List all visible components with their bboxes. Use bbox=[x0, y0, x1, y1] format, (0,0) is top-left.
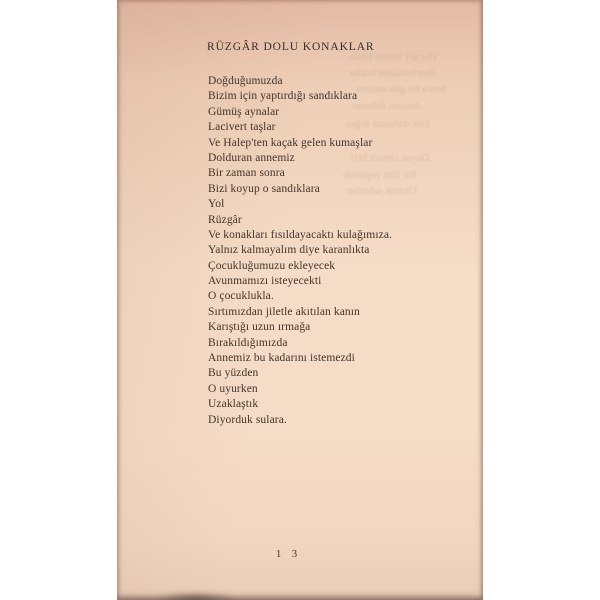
showthrough-text: Erik dallarına değen bbox=[345, 119, 431, 130]
poem-line: Uzaklaştık bbox=[208, 398, 259, 411]
poem-line: Yalnız kalmayalım diye karanlıkta bbox=[208, 244, 370, 257]
poem-line: O uyurken bbox=[208, 382, 258, 395]
page-bottom-edge bbox=[117, 594, 483, 600]
poem-line: Sırtımızdan jiletle akıtılan kanın bbox=[208, 305, 360, 318]
book-page bbox=[117, 0, 483, 600]
poem-line: Bizim için yaptırdığı sandıklara bbox=[208, 90, 358, 103]
poem bbox=[208, 74, 392, 428]
showthrough-text: Ben bırakılan bozkır bbox=[349, 68, 436, 79]
poem-line: Bırakıldığımızda bbox=[208, 336, 288, 349]
page-number: 1 3 bbox=[276, 549, 302, 560]
showthrough-text: Her şey birden bitsin bbox=[349, 52, 437, 63]
poem-line: Yol bbox=[208, 198, 225, 211]
poem-line: Bizi koyup o sandıklara bbox=[208, 182, 320, 195]
poem-line: Bir zaman sonra bbox=[208, 167, 285, 180]
poem-line: Doğduğumuzda bbox=[208, 75, 283, 87]
showthrough-text: Ansızın dolanan bbox=[353, 101, 422, 112]
poem-line: Diyorduk sulara. bbox=[208, 413, 287, 426]
showthrough-text: Duyan olmadı bizi bbox=[351, 153, 430, 164]
showthrough-text: Bir filiz yeşilinde bbox=[343, 170, 417, 181]
poem-line: Bu yüzden bbox=[208, 367, 259, 380]
poem-line: Ve konakları fısıldayacaktı kulağımıza. bbox=[208, 228, 393, 241]
poem-line: Rüzgâr bbox=[208, 213, 242, 226]
poem-line: Avunmamızı isteyecekti bbox=[208, 275, 322, 288]
poem-line: Çocukluğumuzu ekleyecek bbox=[208, 259, 336, 272]
showthrough-text: Sonra bir gün ansızın bbox=[357, 84, 447, 95]
poem-line: Annemiz bu kadarını istemezdi bbox=[208, 352, 355, 365]
poem-line: Ve Halep'ten kaçak gelen kumaşlar bbox=[208, 136, 373, 149]
poem-line: Karıştığı uzun ırmağa bbox=[208, 321, 311, 334]
poem-line: Dolduran annemiz bbox=[208, 151, 295, 164]
showthrough-text: Uzanan sulardan bbox=[347, 186, 418, 197]
poem-title: RÜZGÂR DOLU KONAKLAR bbox=[207, 41, 375, 53]
poem-line: Lacivert taşlar bbox=[208, 121, 276, 134]
poem-line: Gümüş aynalar bbox=[208, 105, 280, 118]
poem-line: O çocuklukla. bbox=[208, 290, 274, 303]
